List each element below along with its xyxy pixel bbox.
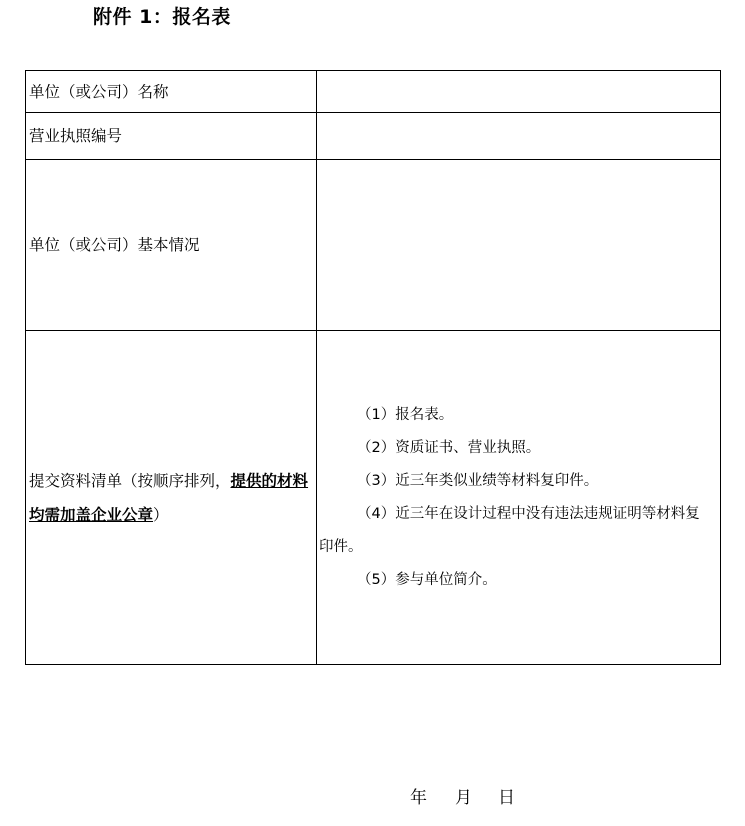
year-label: 年 xyxy=(410,788,427,808)
materials-list-cell xyxy=(317,331,721,665)
list-item: （5）参与单位简介。 xyxy=(357,571,497,588)
table-row xyxy=(26,71,721,113)
business-license-number-label: 营业执照编号 xyxy=(26,113,317,160)
month-label: 月 xyxy=(455,788,472,808)
list-item: （1）报名表。 xyxy=(357,406,454,423)
materials-label-prefix: 提交资料清单（按顺序排列， xyxy=(29,471,231,490)
materials-list xyxy=(317,399,714,597)
table-row xyxy=(26,113,721,160)
materials-label-suffix: ） xyxy=(153,505,169,524)
table-row xyxy=(26,160,721,331)
materials-label-emphasis: 提供的材料均需加盖企业公章 xyxy=(29,471,309,524)
registration-form-table xyxy=(25,70,721,665)
business-license-number-field[interactable] xyxy=(317,113,721,160)
company-basic-info-field[interactable] xyxy=(317,160,721,331)
document-title: 附件 1：报名表 xyxy=(93,6,231,28)
materials-list-label xyxy=(26,331,317,665)
table-row xyxy=(26,331,721,665)
company-name-label: 单位（或公司）名称 xyxy=(26,71,317,113)
list-item: （3）近三年类似业绩等材料复印件。 xyxy=(357,472,599,489)
day-label: 日 xyxy=(498,788,515,808)
list-item: （4）近三年在设计过程中没有违法违规证明等材料复印件。 xyxy=(319,505,700,555)
company-basic-info-label: 单位（或公司）基本情况 xyxy=(26,160,317,331)
list-item: （2）资质证书、营业执照。 xyxy=(357,439,541,456)
company-name-field[interactable] xyxy=(317,71,721,113)
date-line xyxy=(410,783,515,808)
